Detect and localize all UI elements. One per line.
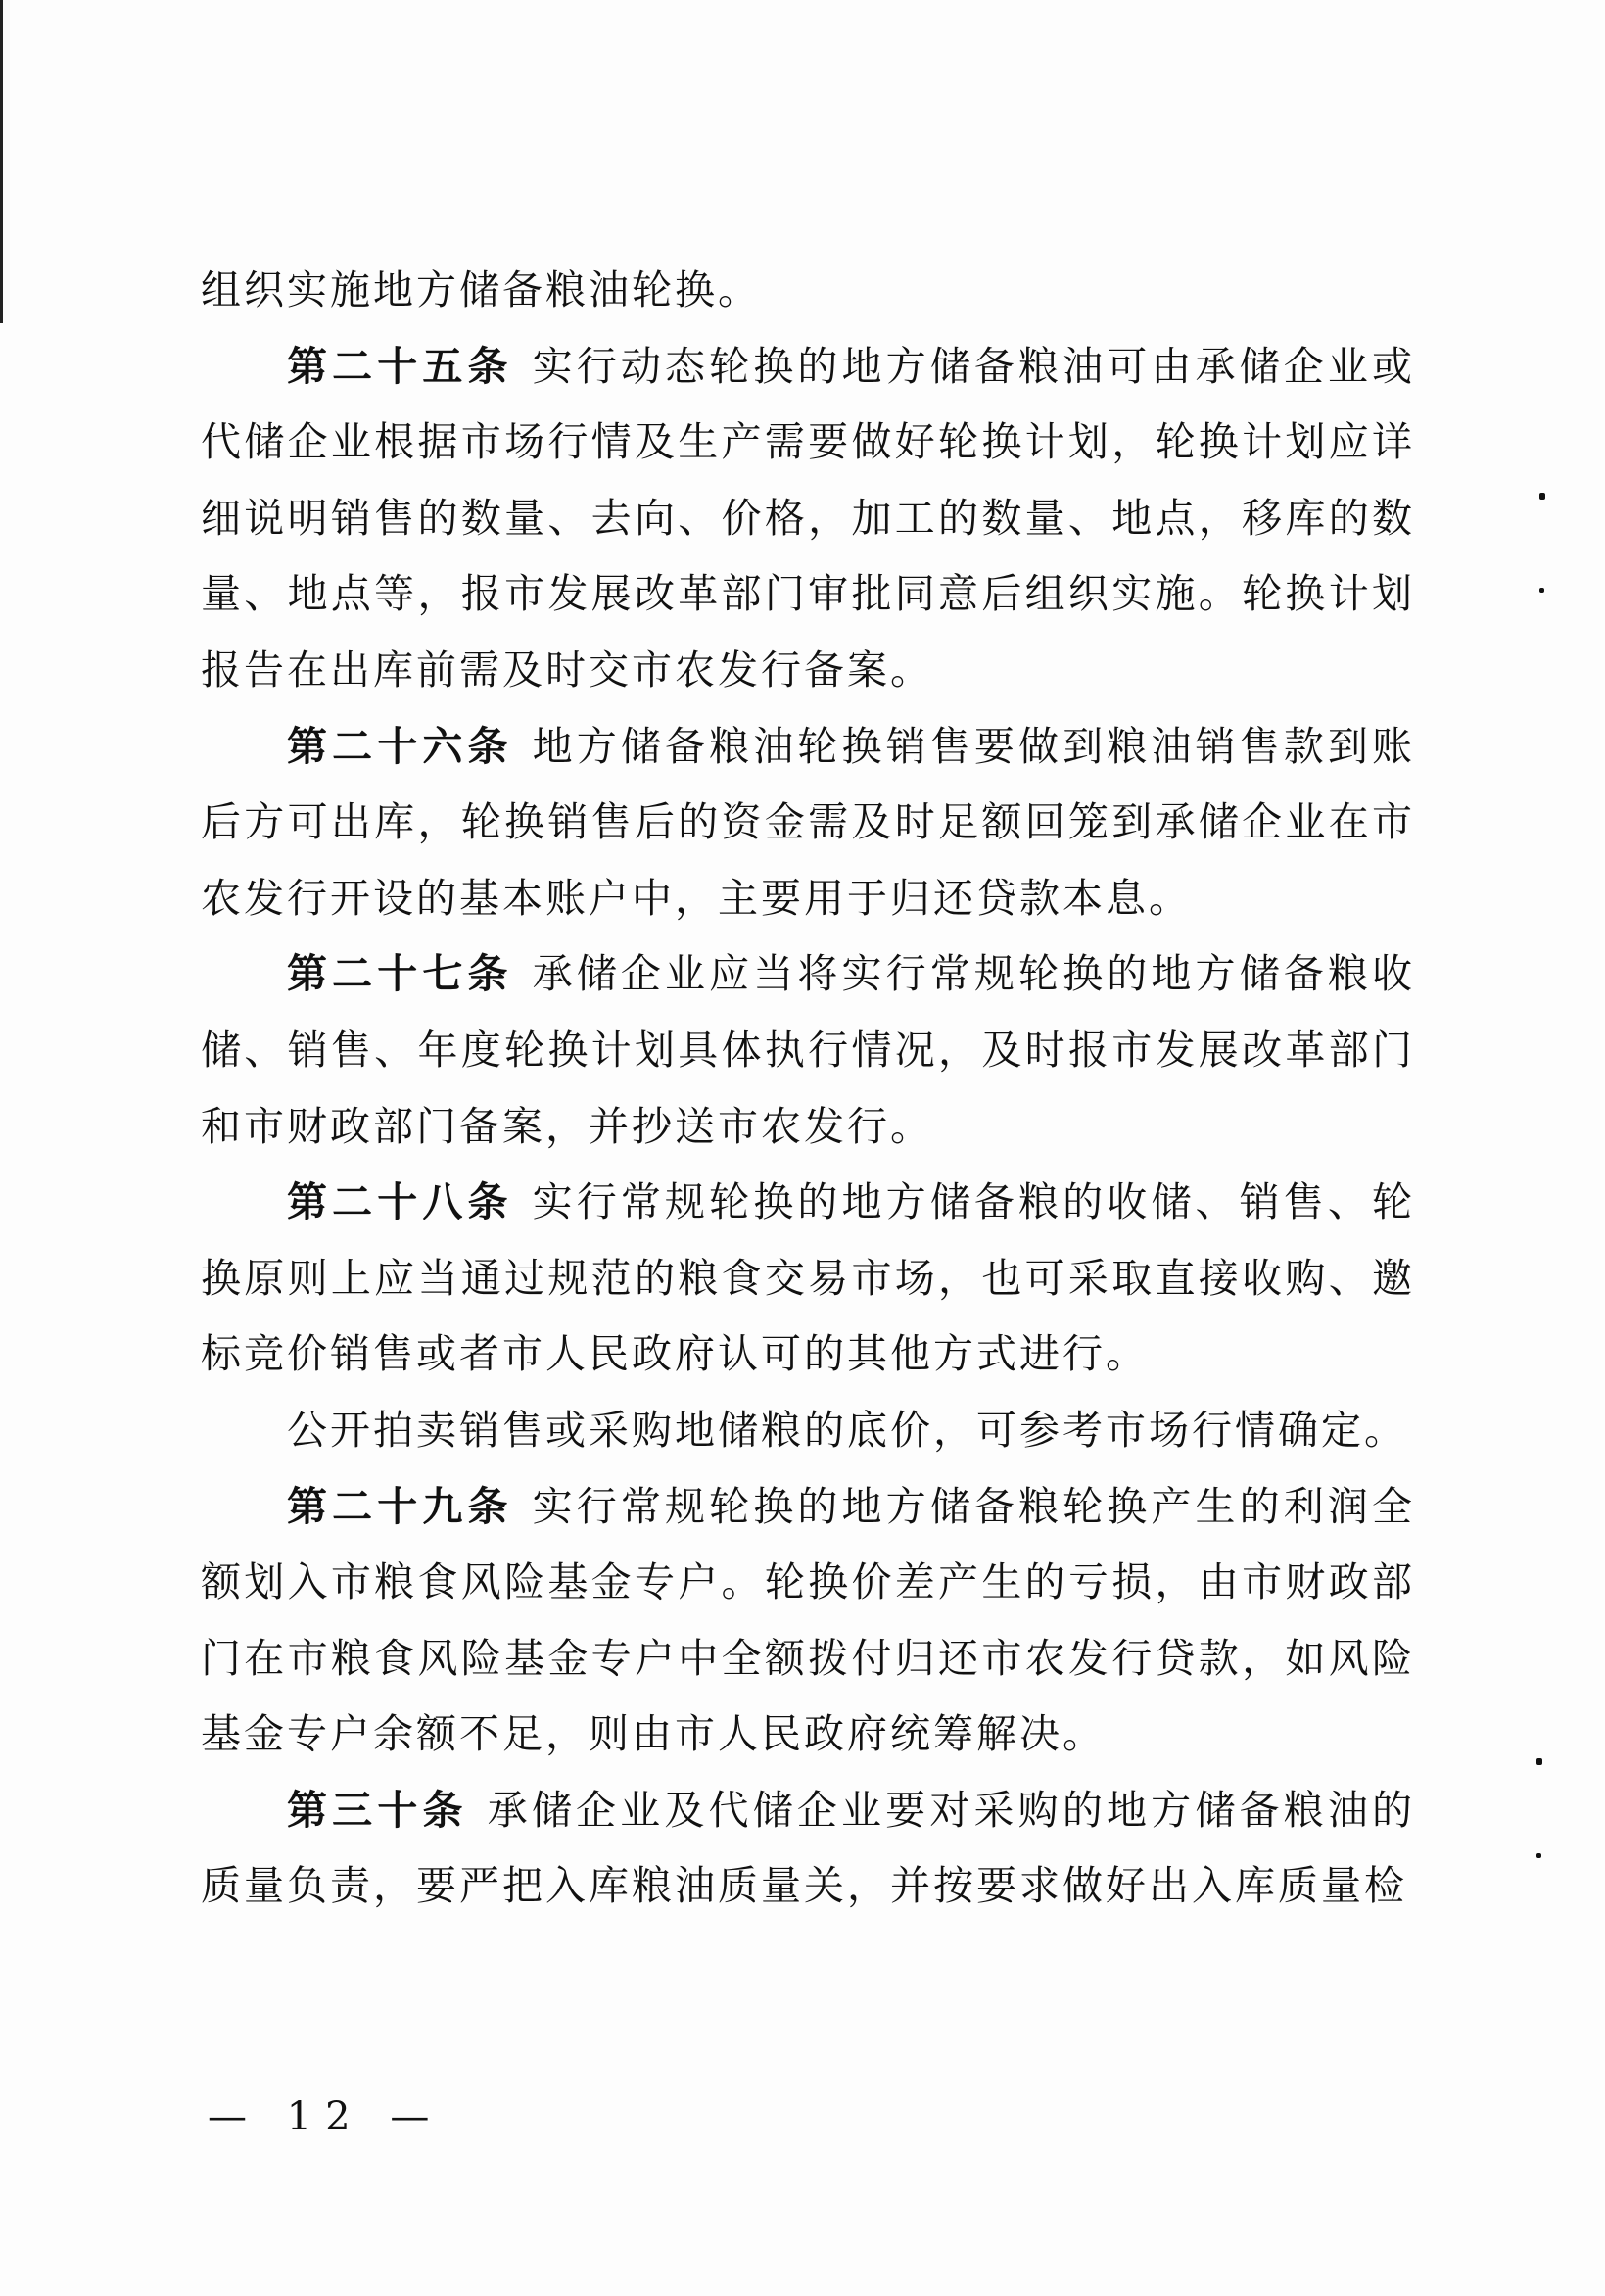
article-text: 实行动态轮换的地方储备粮油可由承储企业或代储企业根据市场行情及生产需要做好轮换计划，轮换计划应详细说明销售的数量、去向、价格，加工的数量、地点，移库的数量、地点等，报市发展改革部门审批同意后组织实施。轮换计划报告在出库前需及时交市农发行备案。	[201, 342, 1415, 694]
article-heading: 第二十八条	[287, 1178, 513, 1226]
article-text: 公开拍卖销售或采购地储粮的底价，可参考市场行情确定。	[287, 1406, 1407, 1454]
article-heading: 第三十条	[287, 1786, 468, 1834]
article-heading: 第二十五条	[287, 342, 513, 390]
page-number: — 12 —	[208, 2094, 444, 2139]
scan-speck	[1536, 1853, 1541, 1858]
article-28	[201, 1165, 1415, 1393]
scan-edge-mark	[0, 0, 3, 323]
article-26	[201, 709, 1415, 937]
article-27	[201, 936, 1415, 1165]
article-heading: 第二十六条	[287, 722, 513, 770]
article-heading: 第二十七条	[287, 950, 513, 998]
article-text: 承储企业应当将实行常规轮换的地方储备粮收储、销售、年度轮换计划具体执行情况，及时报市发展改革部门和市财政部门备案，并抄送市农发行。	[201, 950, 1415, 1150]
article-25	[201, 329, 1415, 709]
article-28-clause	[201, 1393, 1415, 1469]
scan-speck	[1536, 1758, 1542, 1765]
article-30	[201, 1773, 1415, 1925]
article-heading: 第二十九条	[287, 1482, 513, 1530]
article-text: 实行常规轮换的地方储备粮的收储、销售、轮换原则上应当通过规范的粮食交易市场，也可采取直接收购、邀标竞价销售或者市人民政府认可的其他方式进行。	[201, 1178, 1415, 1378]
article-text: 承储企业及代储企业要对采购的地方储备粮油的质量负责，要严把入库粮油质量关，并按要求做好出入库质量检	[201, 1786, 1416, 1910]
paragraph-continuation: 组织实施地方储备粮油轮换。	[201, 266, 761, 313]
scan-speck	[1539, 588, 1544, 593]
article-text: 地方储备粮油轮换销售要做到粮油销售款到账后方可出库，轮换销售后的资金需及时足额回笼到承储企业在市农发行开设的基本账户中，主要用于归还贷款本息。	[201, 722, 1415, 922]
article-text: 实行常规轮换的地方储备粮轮换产生的利润全额划入市粮食风险基金专户。轮换价差产生的亏损，由市财政部门在市粮食风险基金专户中全额拨付归还市农发行贷款，如风险基金专户余额不足，则由市人民政府统筹解决。	[201, 1482, 1415, 1758]
scan-speck	[1539, 493, 1545, 500]
document-body	[201, 253, 1415, 1925]
article-29	[201, 1469, 1415, 1773]
